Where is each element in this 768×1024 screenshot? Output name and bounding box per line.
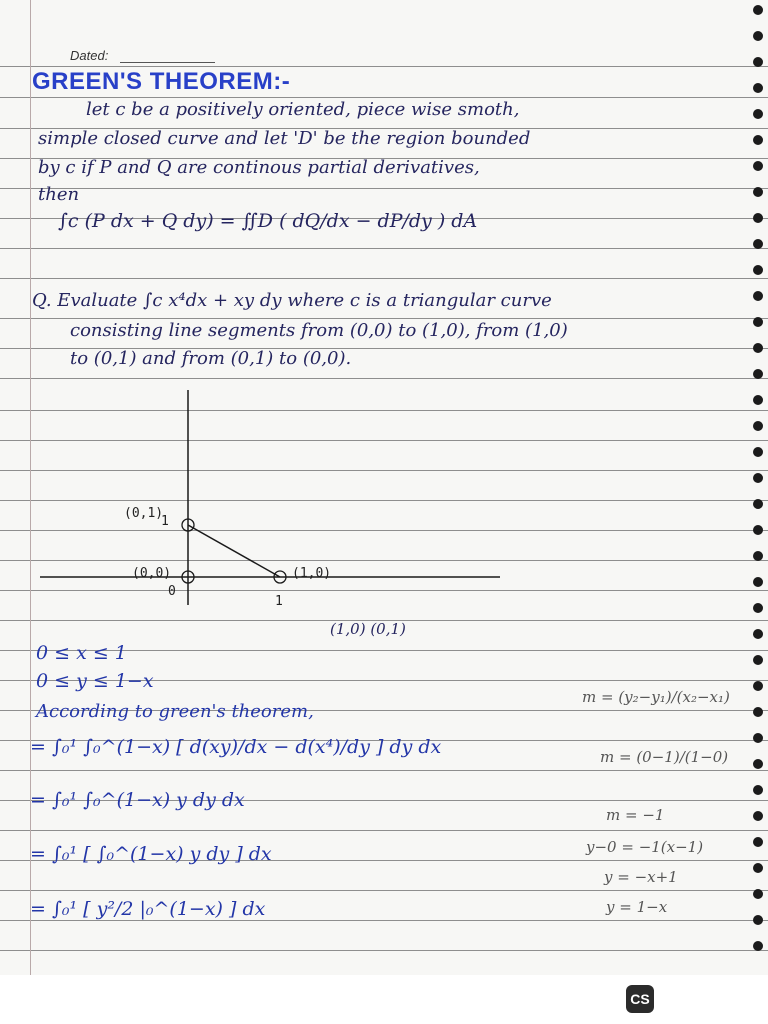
slope-line: y = 1−x — [606, 898, 668, 916]
ruled-line — [0, 188, 768, 189]
dated-label: Dated: — [70, 48, 109, 63]
ruled-line — [0, 378, 768, 379]
slope-line: m = (0−1)/(1−0) — [600, 748, 729, 766]
ruled-line — [0, 830, 768, 831]
label-tick-1-y: 1 — [161, 514, 169, 529]
ruled-line — [0, 770, 768, 771]
label-point-0-1: (0,1) — [124, 506, 164, 521]
slope-line: y−0 = −1(x−1) — [586, 838, 704, 856]
camscanner-logo: CS — [626, 985, 654, 1013]
solution-intro: According to green's theorem, — [36, 701, 314, 722]
slope-line: m = (y₂−y₁)/(x₂−x₁) — [582, 688, 730, 706]
label-point-0-0: (0,0) — [132, 566, 172, 581]
ruled-line — [0, 890, 768, 891]
ruled-line — [0, 950, 768, 951]
label-point-1-0: (1,0) — [292, 566, 332, 581]
ruled-line — [0, 920, 768, 921]
ruled-line — [0, 278, 768, 279]
bound-x: 0 ≤ x ≤ 1 — [36, 642, 127, 664]
theorem-formula: ∫c (P dx + Q dy) = ∬D ( dQ/dx − dP/dy ) dA — [58, 210, 478, 232]
label-tick-0: 0 — [168, 584, 176, 599]
triangle-diagram — [0, 385, 520, 615]
slope-line: m = −1 — [606, 806, 665, 824]
page-title: GREEN'S THEOREM:- — [32, 68, 291, 95]
ruled-line — [0, 248, 768, 249]
hypotenuse-segment — [188, 525, 280, 577]
dated-underline — [120, 62, 215, 63]
solution-step: = ∫₀¹ ∫₀^(1−x) y dy dx — [30, 789, 245, 811]
statement-line: by c if P and Q are continous partial derivatives, — [38, 157, 480, 178]
ruled-line — [0, 66, 768, 67]
question-line: consisting line segments from (0,0) to (1,0), from (1,0) — [70, 320, 568, 341]
solution-step: = ∫₀¹ [ y²/2 |₀^(1−x) ] dx — [30, 898, 266, 920]
statement-line: let c be a positively oriented, piece wise smoth, — [86, 99, 520, 120]
question-line: to (0,1) and from (0,1) to (0,0). — [70, 348, 352, 369]
ruled-line — [0, 318, 768, 319]
solution-step: = ∫₀¹ ∫₀^(1−x) [ d(xy)/dx − d(x⁴)/dy ] dy dx — [30, 736, 442, 758]
label-tick-1-x: 1 — [275, 594, 283, 609]
slope-line: y = −x+1 — [604, 868, 678, 886]
bound-y: 0 ≤ y ≤ 1−x — [36, 670, 154, 692]
solution-step: = ∫₀¹ [ ∫₀^(1−x) y dy ] dx — [30, 843, 272, 865]
ruled-line — [0, 97, 768, 98]
question-line: Q. Evaluate ∫c x⁴dx + xy dy where c is a triangular curve — [32, 290, 552, 311]
statement-line: then — [38, 184, 80, 205]
statement-line: simple closed curve and let 'D' be the region bounded — [38, 128, 531, 149]
segment-note: (1,0) (0,1) — [330, 620, 406, 638]
spiral-binding — [742, 0, 768, 975]
